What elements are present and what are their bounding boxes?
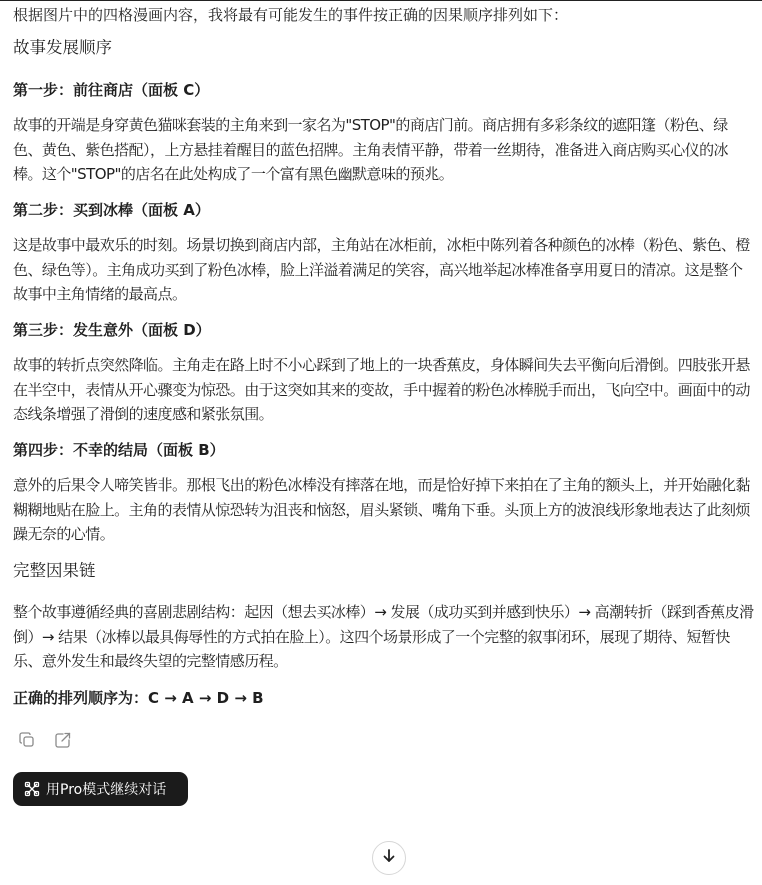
causal-chain-text: 整个故事遵循经典的喜剧悲剧结构：起因（想去买冰棒）→ 发展（成功买到并感到快乐）→ 高潮转折（踩到香蕉皮滑倒）→ 结果（冰棒以最具侮辱性的方式拍在脸上）。这四个场景形成了一个完整的叙事闭环，展现了期待、短暂快乐、意外发生和最终失望的完整情感历程。: [13, 603, 754, 670]
step-2-title: 第二步：买到冰棒（面板 A）: [13, 201, 210, 219]
continue-with-pro-label: 用Pro模式继续对话: [46, 782, 167, 798]
conclusion-text: 正确的排列顺序为：C → A → D → B: [13, 689, 264, 707]
pro-mode-icon: [24, 781, 40, 797]
section-title-causal-chain: 完整因果链: [13, 561, 96, 580]
continue-with-pro-button[interactable]: [13, 772, 188, 806]
step-1-title: 第一步：前往商店（面板 C）: [13, 81, 210, 99]
share-icon[interactable]: [54, 731, 72, 749]
scroll-to-bottom-button[interactable]: [372, 841, 406, 875]
step-4-title: 第四步：不幸的结局（面板 B）: [13, 441, 225, 459]
intro-text: 根据图片中的四格漫画内容，我将最有可能发生的事件按正确的因果顺序排列如下：: [13, 6, 569, 24]
step-4-text: 意外的后果令人啼笑皆非。那根飞出的粉色冰棒没有摔落在地，而是恰好掉下来拍在了主角的额头上，并开始融化黏糊糊地贴在脸上。主角的表情从惊恐转为沮丧和恼怒，眉头紧锁、嘴角下垂。头顶上方的波浪线形象地表达了此刻烦躁无奈的心情。: [13, 476, 750, 543]
message-actions: [18, 731, 72, 749]
step-3-title: 第三步：发生意外（面板 D）: [13, 321, 211, 339]
arrow-down-icon: [381, 848, 397, 868]
step-3-text: 故事的转折点突然降临。主角走在路上时不小心踩到了地上的一块香蕉皮，身体瞬间失去平衡向后滑倒。四肢张开悬在半空中，表情从开心骤变为惊恐。由于这突如其来的变故，手中握着的粉色冰棒脱手而出，飞向空中。画面中的动态线条增强了滑倒的速度感和紧张氛围。: [13, 356, 750, 423]
top-divider: [0, 0, 762, 1]
section-title-story-order: 故事发展顺序: [13, 38, 112, 57]
step-1-text: 故事的开端是身穿黄色猫咪套装的主角来到一家名为"STOP"的商店门前。商店拥有多彩条纹的遮阳篷（粉色、绿色、黄色、紫色搭配），上方悬挂着醒目的蓝色招牌。主角表情平静，带着一丝期待，准备进入商店购买心仪的冰棒。这个"STOP"的店名在此处构成了一个富有黑色幽默意味的预兆。: [13, 116, 729, 183]
step-2-text: 这是故事中最欢乐的时刻。场景切换到商店内部，主角站在冰柜前，冰柜中陈列着各种颜色的冰棒（粉色、紫色、橙色、绿色等）。主角成功买到了粉色冰棒，脸上洋溢着满足的笑容，高兴地举起冰棒准备享用夏日的清凉。这是整个故事中主角情绪的最高点。: [13, 236, 750, 303]
copy-icon[interactable]: [18, 731, 36, 749]
